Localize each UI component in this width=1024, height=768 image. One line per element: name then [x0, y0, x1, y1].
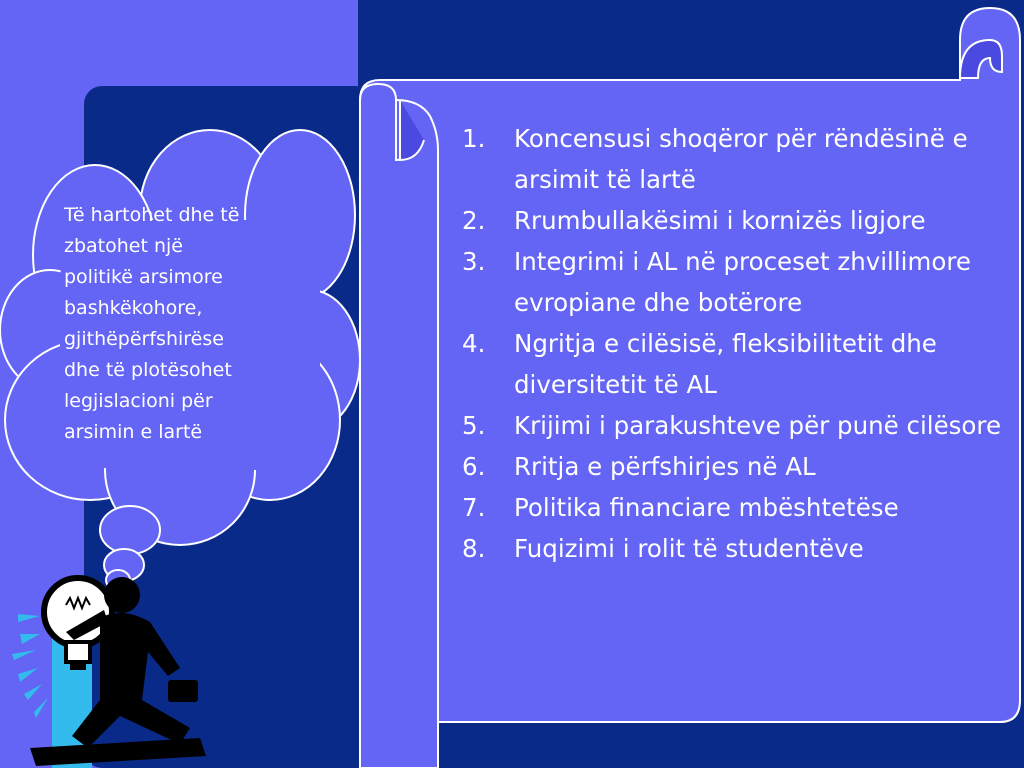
- thought-bubble-text: Të hartohet dhe të zbatohet një politikë arsimore bashkëkohore, gjithëpërfshirëse dhe të plotësohet legjislacioni për arsimin e lartë: [64, 204, 240, 443]
- list-number: 4.: [462, 329, 486, 358]
- list-item: [462, 487, 1002, 528]
- list-number: 7.: [462, 493, 486, 522]
- list-item-text: Rritja e përfshirjes në AL: [514, 452, 816, 481]
- list-item-text: Politika financiare mbështetëse: [514, 493, 899, 522]
- list-number: 5.: [462, 411, 486, 440]
- list-item: [462, 241, 1002, 323]
- priorities-list: [462, 118, 1002, 569]
- list-number: 8.: [462, 534, 486, 563]
- list-number: 6.: [462, 452, 486, 481]
- list-item-text: Ngritja e cilësisë, fleksibilitetit dhe diversitetit të AL: [514, 329, 937, 399]
- list-item-text: Integrimi i AL në proceset zhvillimore evropiane dhe botërore: [514, 247, 971, 317]
- list-item: [462, 528, 1002, 569]
- list-item-text: Rrumbullakësimi i kornizës ligjore: [514, 206, 926, 235]
- list-number: 1.: [462, 124, 486, 153]
- list-number: 2.: [462, 206, 486, 235]
- list-item-text: Fuqizimi i rolit të studentëve: [514, 534, 864, 563]
- list-item: [462, 323, 1002, 405]
- list-item: [462, 446, 1002, 487]
- list-item-text: Koncensusi shoqëror për rëndësinë e arsimit të lartë: [514, 124, 968, 194]
- list-item: [462, 200, 1002, 241]
- list-item: [462, 405, 1002, 446]
- list-item-text: Krijimi i parakushteve për punë cilësore: [514, 411, 1002, 440]
- list-number: 3.: [462, 247, 486, 276]
- list-item: [462, 118, 1002, 200]
